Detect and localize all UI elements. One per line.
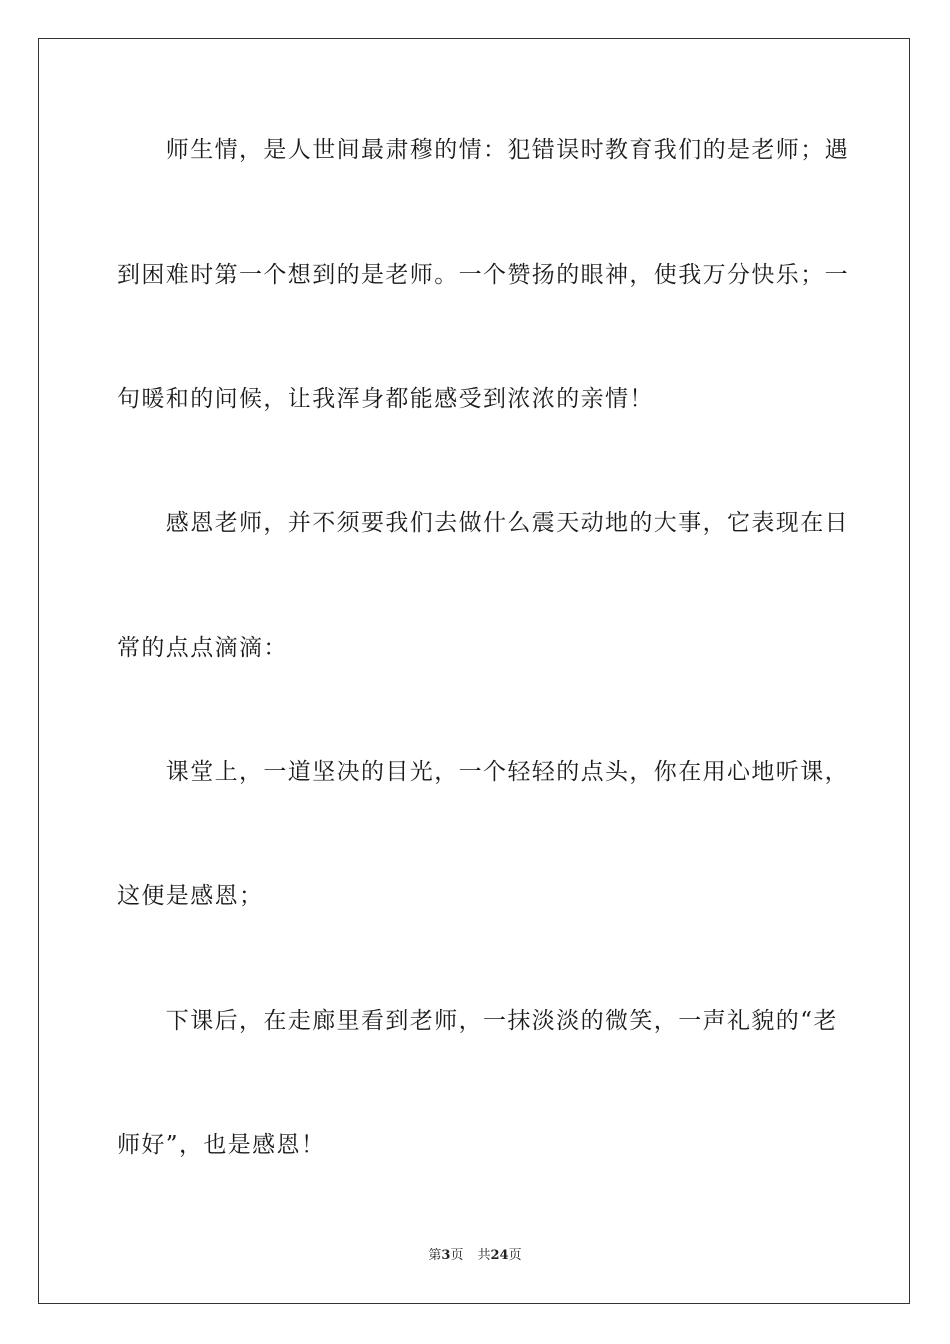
page-number: 3	[441, 1248, 451, 1263]
text-line: 常的点点滴滴：	[117, 635, 288, 661]
text-line: 下课后，在走廊里看到老师，一抹淡淡的微笑，一声礼貌的“老	[117, 1008, 838, 1034]
page-prefix: 第	[428, 1248, 442, 1263]
total-prefix: 共	[477, 1248, 491, 1263]
text-line: 师生情，是人世间最肃穆的情：犯错误时教育我们的是老师；遇	[117, 137, 849, 163]
page-suffix: 页	[450, 1248, 464, 1263]
text-line: 句暖和的问候，让我浑身都能感受到浓浓的亲情！	[117, 386, 654, 412]
text-line: 到困难时第一个想到的是老师。一个赞扬的眼神，使我万分快乐；一	[117, 262, 849, 288]
page-footer	[0, 1247, 950, 1265]
text-line: 感恩老师，并不须要我们去做什么震天动地的大事，它表现在日	[117, 510, 849, 536]
page-border	[38, 38, 910, 1304]
text-line: 这便是感恩；	[117, 883, 264, 909]
total-pages: 24	[490, 1248, 509, 1263]
text-line: 课堂上，一道坚决的目光，一个轻轻的点头，你在用心地听课，	[117, 759, 849, 785]
total-suffix: 页	[508, 1248, 522, 1263]
text-line: 师好”，也是感恩！	[117, 1132, 326, 1158]
